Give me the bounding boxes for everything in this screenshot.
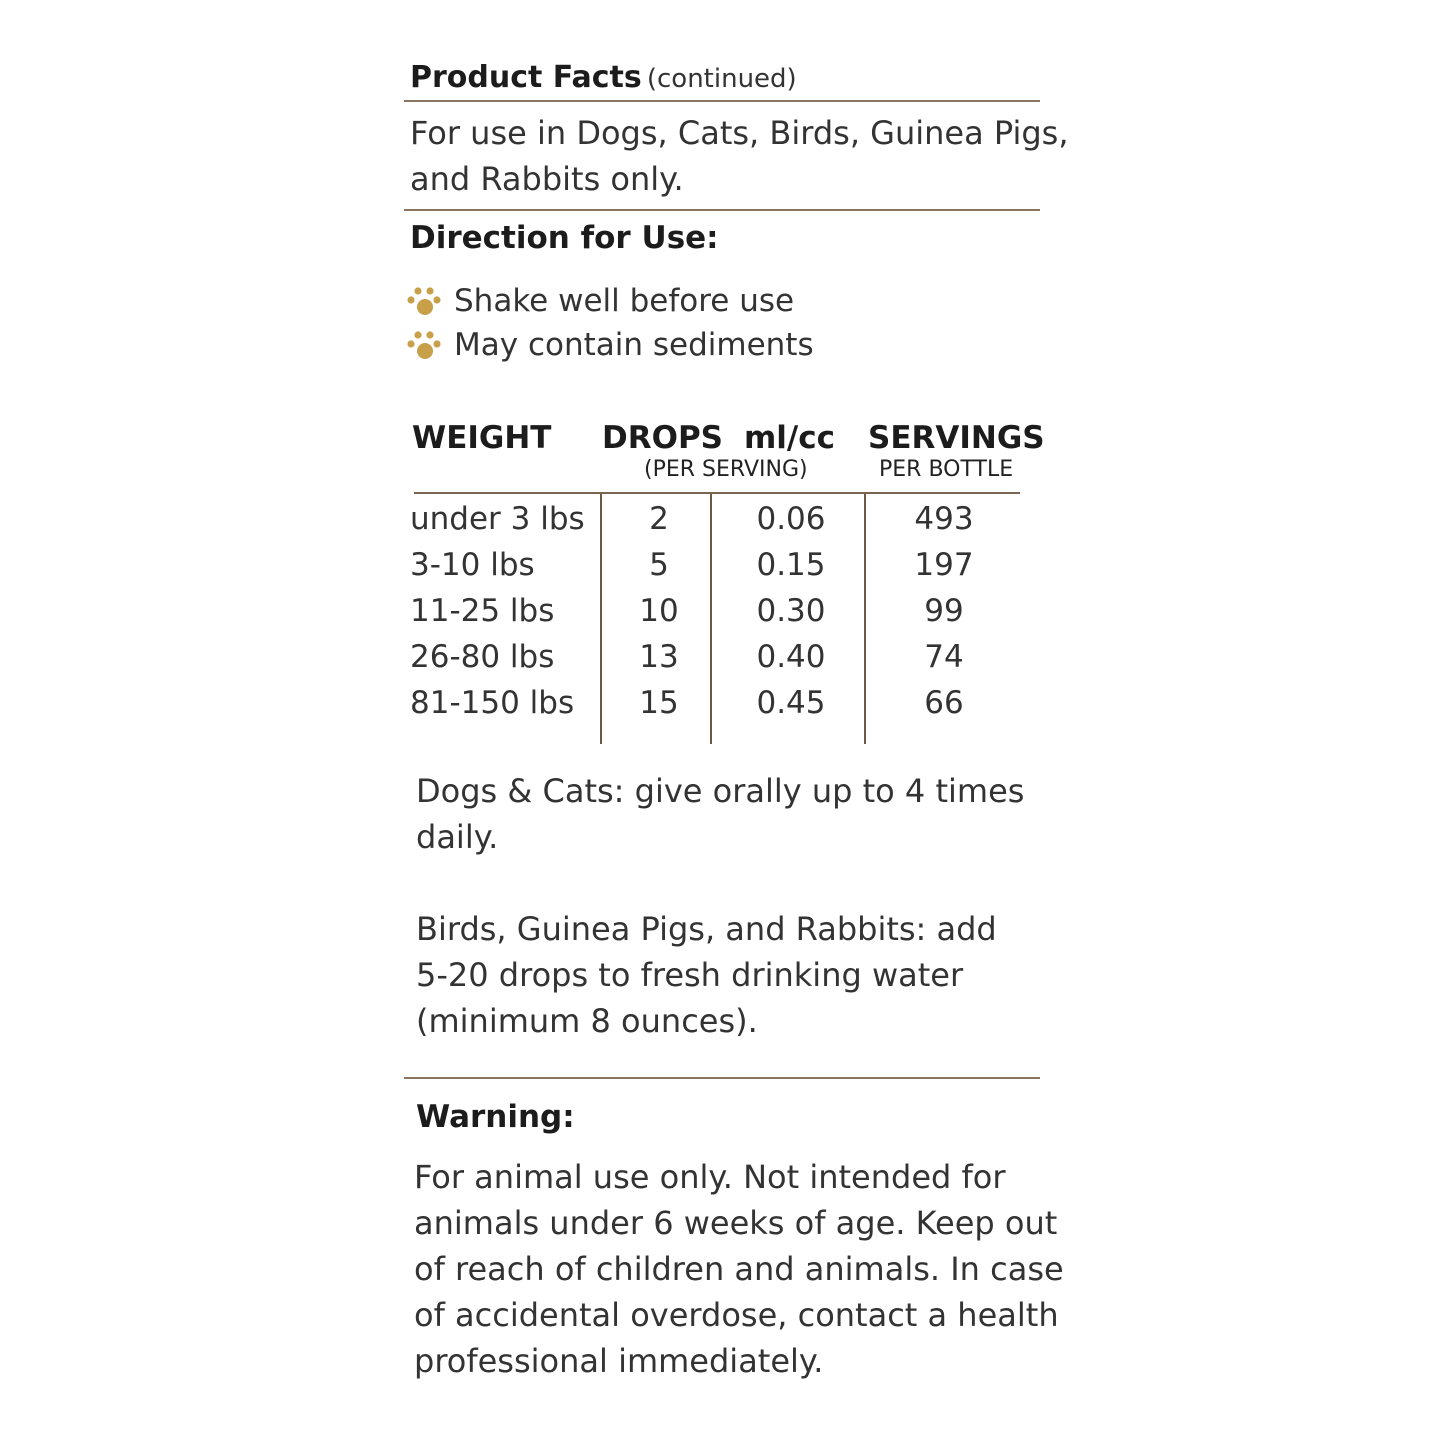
cell-ml: 0.30 — [756, 593, 826, 629]
cell-servings: 66 — [924, 685, 964, 721]
warning-line: professional immediately. — [414, 1342, 824, 1380]
small-animals-line-1: Birds, Guinea Pigs, and Rabbits: add — [416, 910, 997, 948]
warning-line: of reach of children and animals. In case — [414, 1250, 1064, 1288]
cell-servings: 74 — [924, 639, 964, 675]
column-header-ml: ml/cc — [744, 420, 836, 456]
direction-text: Shake well before use — [454, 283, 795, 319]
page-title: Product Facts — [410, 60, 642, 95]
column-divider — [600, 494, 602, 744]
column-subheader-per-serving: (PER SERVING) — [644, 457, 808, 482]
cell-weight: 3-10 lbs — [410, 547, 535, 583]
paw-icon — [406, 284, 444, 318]
column-header-servings: SERVINGS — [868, 420, 1045, 456]
cell-servings: 197 — [914, 547, 974, 583]
cell-ml: 0.15 — [756, 547, 826, 583]
cell-servings: 99 — [924, 593, 964, 629]
cell-ml: 0.40 — [756, 639, 826, 675]
paw-icon — [406, 328, 444, 362]
intro-divider — [404, 209, 1040, 211]
intro-line-2: and Rabbits only. — [410, 160, 684, 198]
cell-weight: 81-150 lbs — [410, 685, 575, 721]
product-facts-panel — [404, 0, 1069, 1445]
direction-bullet — [406, 281, 794, 321]
intro-line-1: For use in Dogs, Cats, Birds, Guinea Pigs, — [410, 114, 1069, 152]
page-subtitle: (continued) — [646, 64, 797, 94]
column-header-drops: DROPS — [602, 420, 724, 456]
cell-drops: 2 — [649, 501, 669, 537]
cell-drops: 5 — [649, 547, 669, 583]
warning-line: For animal use only. Not intended for — [414, 1158, 1006, 1196]
dogs-cats-line-1: Dogs & Cats: give orally up to 4 times — [416, 772, 1025, 810]
cell-ml: 0.06 — [756, 501, 826, 537]
product-facts-header — [410, 60, 797, 95]
table-header-divider — [414, 492, 1020, 494]
warning-line: animals under 6 weeks of age. Keep out — [414, 1204, 1058, 1242]
cell-drops: 13 — [639, 639, 679, 675]
small-animals-line-3: (minimum 8 ounces). — [416, 1002, 758, 1040]
directions-heading: Direction for Use: — [410, 220, 719, 256]
column-subheader-per-bottle: PER BOTTLE — [879, 457, 1014, 482]
direction-bullet — [406, 325, 814, 365]
dogs-cats-line-2: daily. — [416, 818, 499, 856]
cell-drops: 10 — [639, 593, 679, 629]
cell-weight: under 3 lbs — [410, 501, 585, 537]
cell-weight: 26-80 lbs — [410, 639, 555, 675]
direction-text: May contain sediments — [454, 327, 814, 363]
cell-servings: 493 — [914, 501, 974, 537]
small-animals-line-2: 5-20 drops to fresh drinking water — [416, 956, 964, 994]
warning-divider — [404, 1077, 1040, 1079]
warning-heading: Warning: — [416, 1099, 575, 1135]
cell-weight: 11-25 lbs — [410, 593, 555, 629]
cell-ml: 0.45 — [756, 685, 826, 721]
cell-drops: 15 — [639, 685, 679, 721]
warning-line: of accidental overdose, contact a health — [414, 1296, 1059, 1334]
header-divider — [404, 100, 1040, 102]
column-header-weight: WEIGHT — [412, 420, 552, 456]
